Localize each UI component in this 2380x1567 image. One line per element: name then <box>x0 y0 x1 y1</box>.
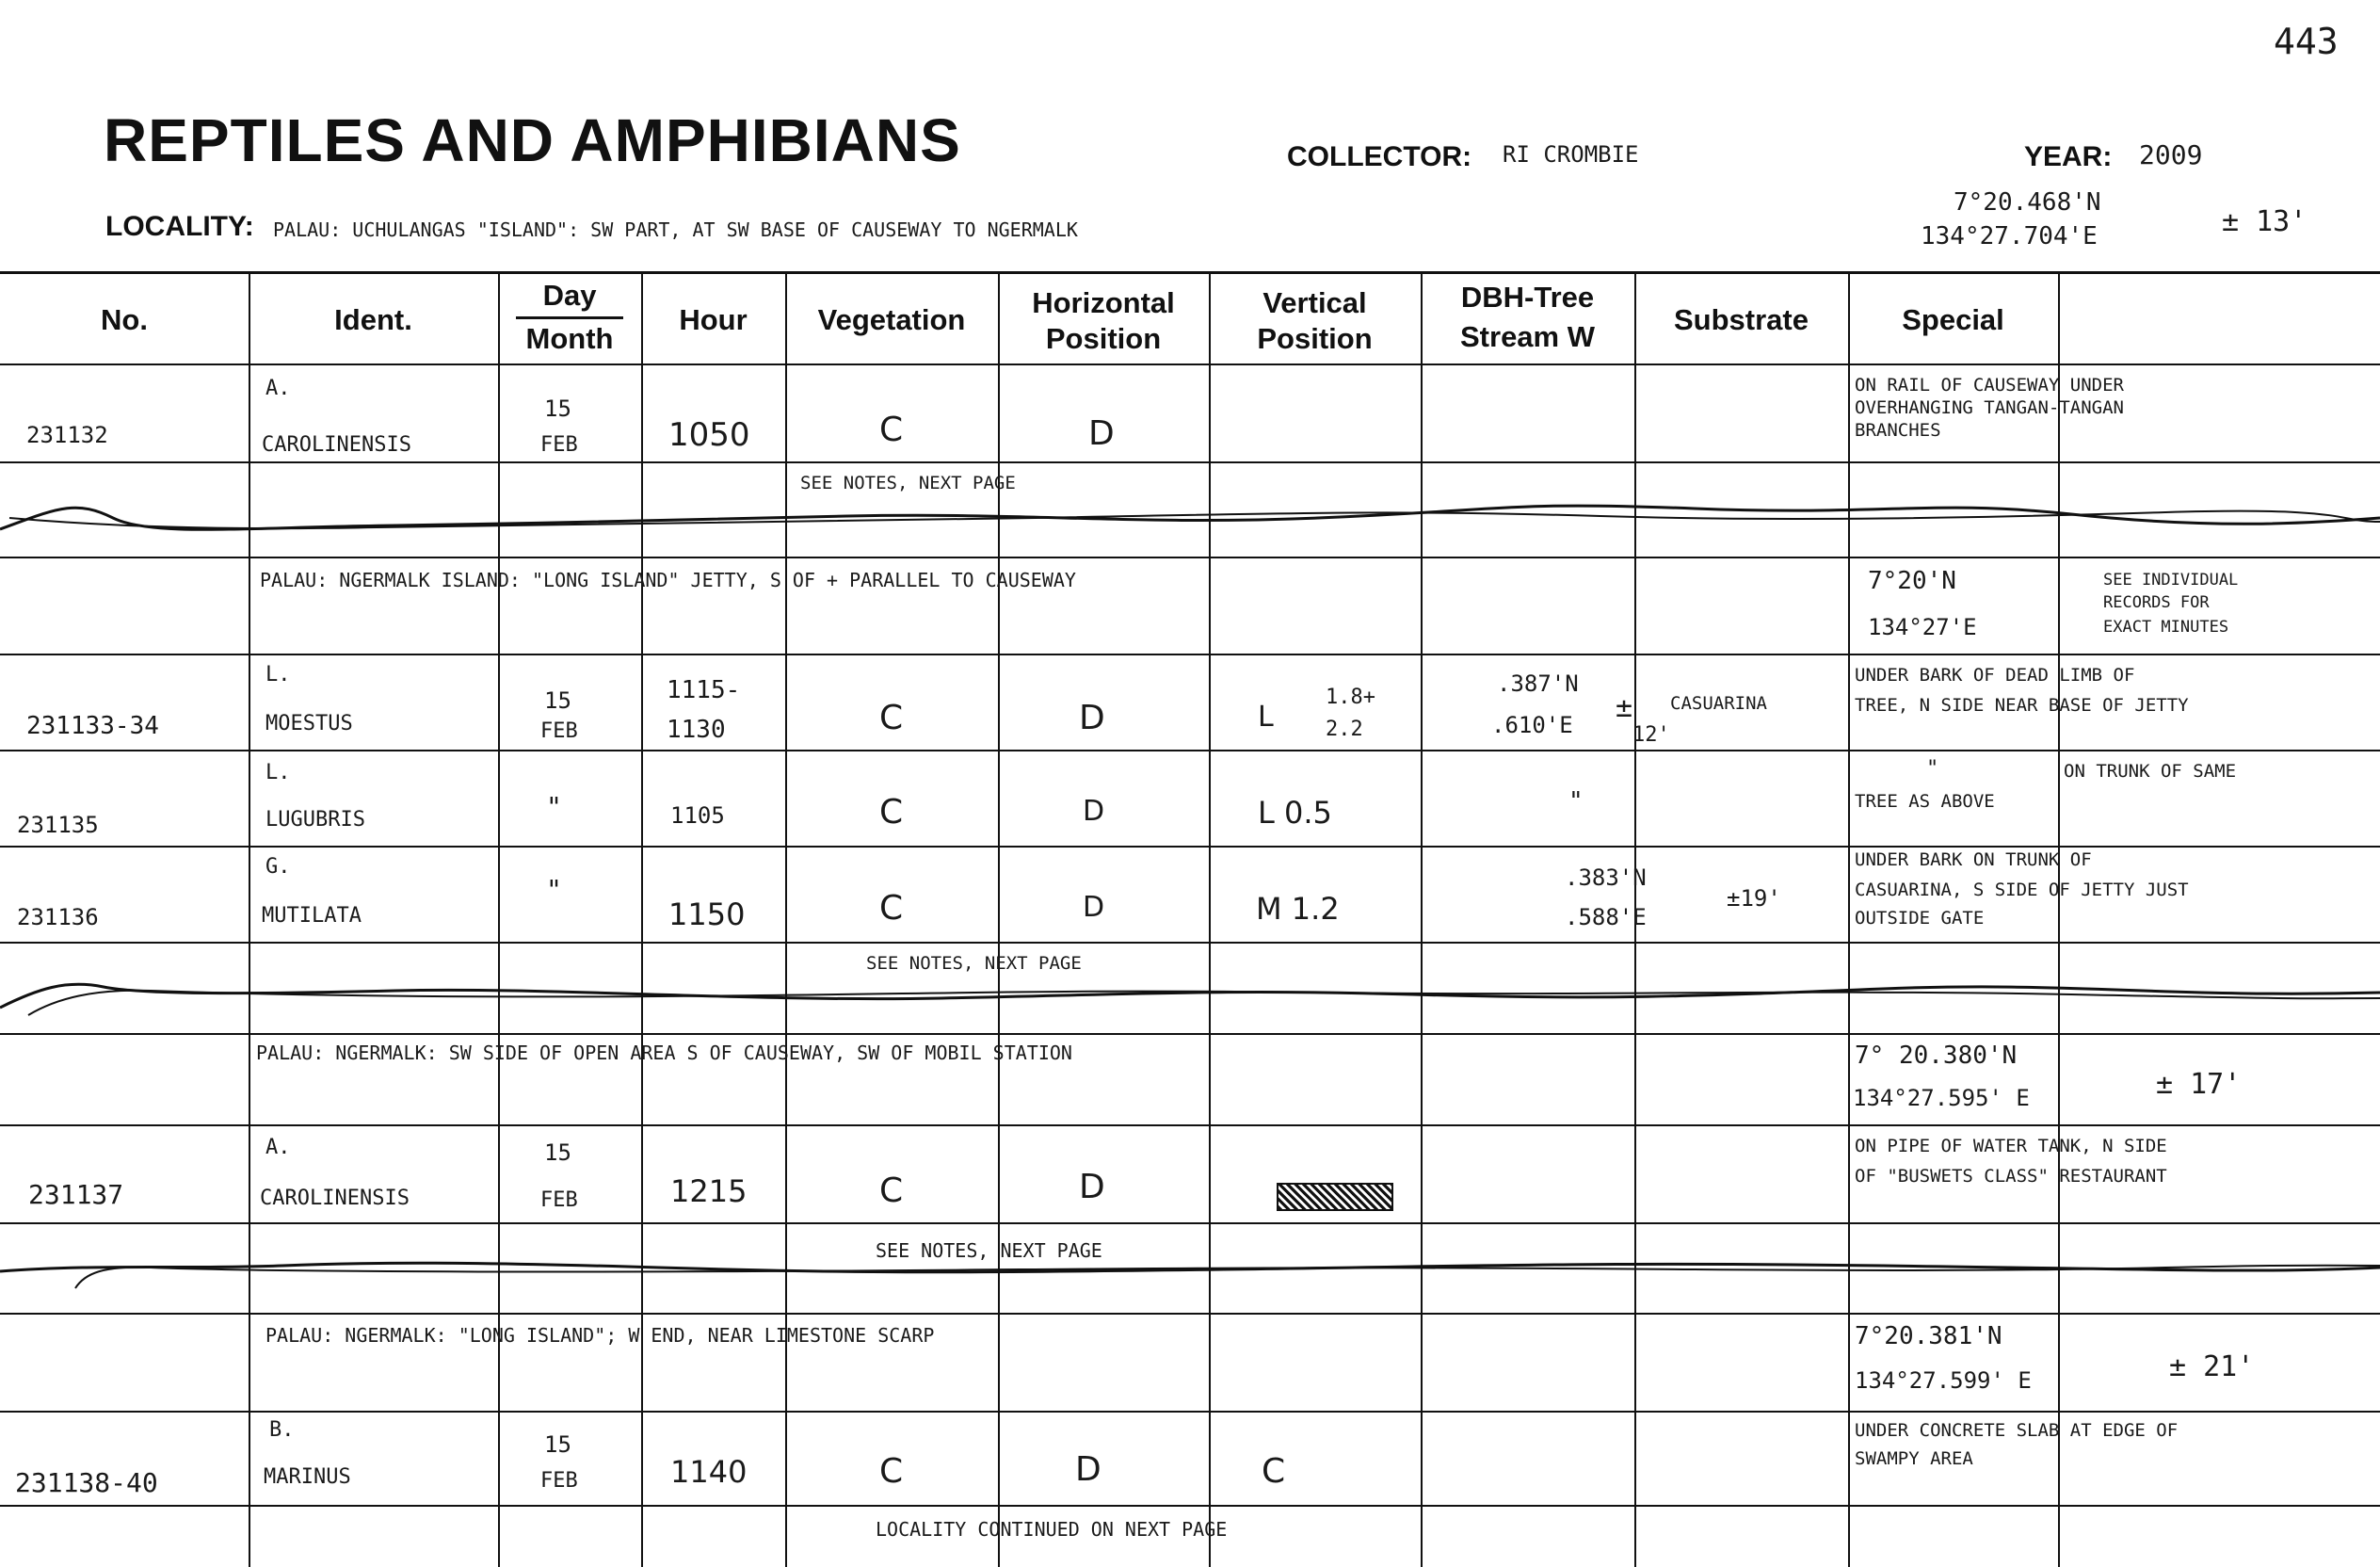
ident-genus: L. <box>265 761 291 784</box>
record-number: 231136 <box>17 904 99 930</box>
day-value: " <box>546 874 562 905</box>
row-rule <box>0 461 2380 463</box>
day-value: 15 <box>544 1139 571 1166</box>
special-line3: BRANCHES <box>1855 420 1941 441</box>
day-value: 15 <box>544 1431 571 1458</box>
vertical-position-value: 1.8+ <box>1326 686 1375 709</box>
header-day: Day <box>542 279 597 312</box>
month-value: FEB <box>540 719 578 743</box>
coord-lat: 7°20.468'N <box>1954 188 2101 217</box>
coord-accuracy: ± 13' <box>2222 205 2308 238</box>
col-divider <box>641 271 643 1567</box>
vegetation-value: C <box>879 793 904 832</box>
special-line3: TREE AS ABOVE <box>1855 791 1995 812</box>
day-value: 15 <box>544 396 571 422</box>
month-value: FEB <box>540 1188 578 1212</box>
col-divider <box>1421 271 1423 1567</box>
coord-lon: 134°27.704'E <box>1921 222 2098 250</box>
col-divider <box>2058 271 2060 1567</box>
locality-note: EXACT MINUTES <box>2103 618 2229 637</box>
wavy-divider <box>0 961 2380 1017</box>
horizontal-position-value: D <box>1083 795 1105 828</box>
page-number: 443 <box>2274 21 2339 62</box>
locality-lon: 134°27.595' E <box>1853 1085 2030 1111</box>
special-line1: UNDER CONCRETE SLAB AT EDGE OF <box>1855 1420 2179 1441</box>
special-line2: ON TRUNK OF SAME <box>2064 761 2237 782</box>
year-value: 2009 <box>2139 139 2203 170</box>
record-number: 231135 <box>17 812 99 838</box>
see-notes: SEE NOTES, NEXT PAGE <box>866 953 1082 974</box>
locality-accuracy: ± 21' <box>2169 1350 2255 1383</box>
vegetation-value: C <box>879 889 904 928</box>
day-month-divider <box>516 316 623 319</box>
header-vertical: Vertical <box>1262 286 1367 319</box>
special-line2: OF "BUSWETS CLASS" RESTAURANT <box>1855 1166 2167 1187</box>
row-rule <box>0 654 2380 655</box>
special-line1: " <box>1926 757 1939 781</box>
header-no: No. <box>101 303 148 336</box>
locality-line: PALAU: NGERMALK ISLAND: "LONG ISLAND" JETTY, S OF + PARALLEL TO CAUSEWAY <box>260 569 1076 591</box>
form-title: REPTILES AND AMPHIBIANS <box>104 106 961 174</box>
day-value: 15 <box>544 687 571 714</box>
dbh-value: .387'N <box>1497 670 1579 697</box>
header-vertical-position: Position <box>1257 322 1373 355</box>
special-line1: ON RAIL OF CAUSEWAY UNDER <box>1855 375 2124 396</box>
special-line2: CASUARINA, S SIDE OF JETTY JUST <box>1855 880 2189 900</box>
substrate-value: CASUARINA <box>1670 693 1767 714</box>
record-number: 231132 <box>26 422 108 448</box>
locality-label: LOCALITY: <box>105 211 254 242</box>
row-rule <box>0 846 2380 848</box>
dbh-value: .610'E <box>1491 712 1573 738</box>
locality-lat: 7° 20.380'N <box>1855 1042 2018 1070</box>
see-notes: SEE NOTES, NEXT PAGE <box>800 473 1016 493</box>
vegetation-value: C <box>879 411 904 449</box>
record-number: 231138-40 <box>15 1467 158 1498</box>
special-line1: ON PIPE OF WATER TANK, N SIDE <box>1855 1136 2167 1156</box>
locality-note: SEE INDIVIDUAL <box>2103 571 2239 590</box>
table-top-rule <box>0 271 2380 274</box>
ident-genus: G. <box>265 855 291 879</box>
horizontal-position-value: D <box>1075 1450 1102 1489</box>
header-substrate: Substrate <box>1674 303 1809 336</box>
year-label: YEAR: <box>2024 141 2113 172</box>
locality-lon: 134°27'E <box>1868 614 1977 640</box>
header-vegetation: Vegetation <box>817 303 966 336</box>
ident-species: CAROLINENSIS <box>260 1187 410 1210</box>
record-number: 231133-34 <box>26 712 159 740</box>
header-hour: Hour <box>679 303 748 336</box>
ident-genus: A. <box>265 1136 291 1159</box>
vertical-position-value: L <box>1258 701 1274 734</box>
special-line1: UNDER BARK OF DEAD LIMB OF <box>1855 665 2135 686</box>
ident-genus: L. <box>265 663 291 687</box>
wavy-divider <box>0 490 2380 537</box>
locality-value: PALAU: UCHULANGAS "ISLAND": SW PART, AT SW BASE OF CAUSEWAY TO NGERMALK <box>273 218 1078 241</box>
special-line2: TREE, N SIDE NEAR BASE OF JETTY <box>1855 695 2189 716</box>
horizontal-position-value: D <box>1083 891 1105 924</box>
header-dbh-tree: DBH-Tree <box>1460 281 1595 314</box>
horizontal-position-value: D <box>1079 1168 1105 1206</box>
row-rule <box>0 1411 2380 1413</box>
locality-lat: 7°20.381'N <box>1855 1322 2002 1350</box>
see-notes: SEE NOTES, NEXT PAGE <box>876 1239 1102 1262</box>
locality-line: PALAU: NGERMALK: "LONG ISLAND"; W END, NEAR LIMESTONE SCARP <box>265 1324 935 1347</box>
ident-species: LUGUBRIS <box>265 808 365 832</box>
vertical-position-value: C <box>1262 1452 1286 1491</box>
row-rule <box>0 1124 2380 1126</box>
vegetation-value: C <box>879 1452 904 1491</box>
vertical-position-value: L 0.5 <box>1258 795 1332 831</box>
special-line2: SWAMPY AREA <box>1855 1448 1973 1469</box>
col-divider <box>998 271 1000 1567</box>
horizontal-position-value: D <box>1079 699 1105 737</box>
col-divider <box>1848 271 1850 1567</box>
header-horizontal: Horizontal <box>1032 286 1175 319</box>
row-rule <box>0 557 2380 558</box>
day-value: " <box>546 791 562 822</box>
header-bottom-rule <box>0 363 2380 365</box>
vegetation-value: C <box>879 699 904 737</box>
hour-value: 1105 <box>670 802 725 829</box>
collector-value: RI CROMBIE <box>1503 141 1639 168</box>
collector-label: COLLECTOR: <box>1287 141 1472 172</box>
dbh-value: .383'N <box>1565 864 1647 891</box>
col-divider <box>249 271 250 1567</box>
horizontal-position-value: D <box>1088 414 1115 453</box>
locality-accuracy: ± 17' <box>2156 1068 2242 1101</box>
hour-value: 1130 <box>667 716 726 744</box>
record-number: 231137 <box>28 1179 124 1210</box>
ident-genus: A. <box>265 377 291 400</box>
dbh-value: ± <box>1616 691 1633 724</box>
wavy-divider <box>0 1245 2380 1292</box>
row-rule <box>0 942 2380 944</box>
ident-genus: B. <box>269 1418 295 1442</box>
month-value: FEB <box>540 433 578 457</box>
header-special: Special <box>1902 303 2004 336</box>
hour-value: 1150 <box>668 897 746 932</box>
special-line2: OVERHANGING TANGAN-TANGAN <box>1855 397 2124 418</box>
vertical-position-value: 2.2 <box>1326 718 1363 741</box>
dbh-value: 12' <box>1632 723 1670 747</box>
locality-lon: 134°27.599' E <box>1855 1367 2032 1394</box>
row-rule <box>0 1222 2380 1224</box>
header-month: Month <box>525 322 614 355</box>
locality-lat: 7°20'N <box>1868 567 1956 595</box>
month-value: FEB <box>540 1469 578 1493</box>
ident-species: CAROLINENSIS <box>262 433 411 457</box>
header-ident: Ident. <box>334 303 412 336</box>
hour-value: 1215 <box>670 1173 748 1209</box>
vertical-position-value: M 1.2 <box>1256 891 1340 927</box>
ident-species: MARINUS <box>264 1465 351 1489</box>
dbh-value: .588'E <box>1565 904 1647 930</box>
dbh-value: " <box>1568 787 1584 816</box>
row-rule <box>0 1313 2380 1315</box>
col-divider <box>785 271 787 1567</box>
struck-out-entry <box>1277 1183 1393 1211</box>
locality-continued: LOCALITY CONTINUED ON NEXT PAGE <box>876 1518 1228 1541</box>
header-stream-w: Stream W <box>1460 320 1595 353</box>
special-line1: UNDER BARK ON TRUNK OF <box>1855 849 2092 870</box>
row-rule <box>0 1505 2380 1507</box>
col-divider <box>498 271 500 1567</box>
col-divider <box>1209 271 1211 1567</box>
locality-note: RECORDS FOR <box>2103 593 2210 612</box>
row-rule <box>0 1033 2380 1035</box>
row-rule <box>0 750 2380 751</box>
hour-value: 1140 <box>670 1454 748 1490</box>
locality-line: PALAU: NGERMALK: SW SIDE OF OPEN AREA S OF CAUSEWAY, SW OF MOBIL STATION <box>256 1042 1072 1064</box>
hour-value: 1115- <box>667 676 741 704</box>
header-horizontal-position: Position <box>1045 322 1162 355</box>
dbh-value: ±19' <box>1727 885 1781 912</box>
ident-species: MUTILATA <box>262 904 362 928</box>
vegetation-value: C <box>879 1171 904 1210</box>
special-line3: OUTSIDE GATE <box>1855 908 1985 929</box>
ident-species: MOESTUS <box>265 712 353 735</box>
hour-value: 1050 <box>668 416 750 454</box>
